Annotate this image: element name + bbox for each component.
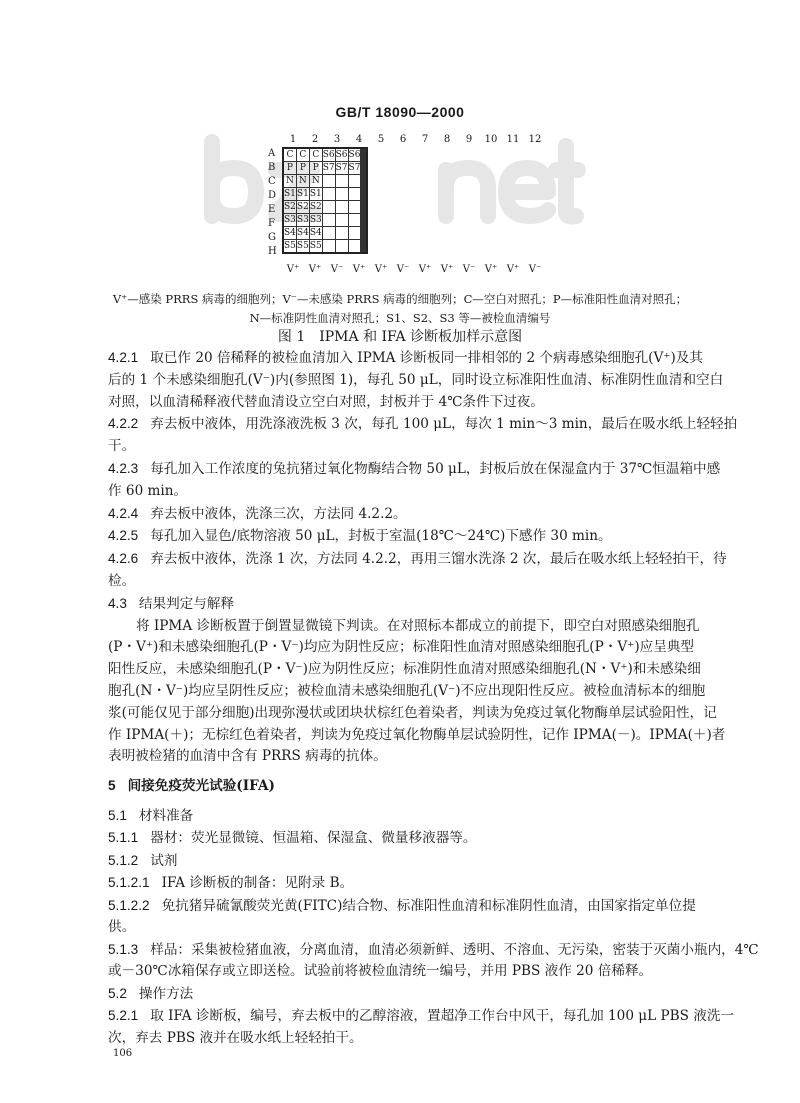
text-line bbox=[108, 593, 692, 616]
clause-number: 5.1 bbox=[108, 807, 127, 823]
clause-number: 5.2.1 bbox=[108, 1008, 139, 1024]
row-labels bbox=[268, 147, 277, 259]
plate-row bbox=[283, 214, 367, 227]
column-number: 2 bbox=[311, 134, 319, 145]
plate-well: S1 bbox=[309, 189, 322, 199]
clause-text: 器材：荧光显微镜、恒温箱、保湿盒、微量移液器等。 bbox=[150, 830, 477, 847]
plate-row bbox=[283, 201, 367, 214]
column-number: 6 bbox=[399, 134, 407, 145]
section-4-2-paragraphs bbox=[108, 347, 738, 616]
clause-text: 检。 bbox=[108, 572, 136, 589]
plate-well bbox=[366, 148, 368, 162]
clause-text: 操作方法 bbox=[138, 985, 194, 1002]
column-number: 5 bbox=[377, 134, 385, 145]
text-line bbox=[108, 347, 703, 370]
text-line bbox=[108, 436, 692, 458]
clause-text: 弃去板中液体，洗涤 1 次，方法同 4.2.2，再用三馏水洗涤 2 次，最后在吸水纸上轻轻拍干，待 bbox=[150, 551, 727, 568]
text-line bbox=[108, 481, 692, 503]
clause-number: 4.2.3 bbox=[108, 460, 139, 476]
clause-text: 材料准备 bbox=[138, 807, 194, 824]
clause-text: 每孔加入工作浓度的兔抗猪过氧化物酶结合物 50 μL，封板后放在保湿盒内于 37℃恒温箱中感 bbox=[150, 460, 721, 477]
clause-text: 结果判定与解释 bbox=[138, 595, 235, 612]
text-line bbox=[108, 370, 724, 392]
plate-well bbox=[322, 188, 335, 201]
watermark-glyph bbox=[212, 142, 256, 216]
plate-well: S4 bbox=[296, 228, 309, 238]
plate-well: S3 bbox=[296, 215, 309, 225]
plate-row bbox=[283, 188, 367, 201]
plate-well bbox=[335, 175, 348, 188]
plate-well bbox=[348, 201, 361, 214]
plate-well: S2 bbox=[296, 202, 309, 212]
plate-well bbox=[322, 214, 335, 227]
watermark-glyph bbox=[446, 168, 488, 216]
column-number: 7 bbox=[421, 134, 429, 145]
plate-row bbox=[283, 227, 367, 240]
column-numbers bbox=[282, 134, 546, 146]
plate-well bbox=[322, 201, 335, 214]
plate-row bbox=[283, 162, 367, 175]
plate-row bbox=[283, 240, 367, 254]
watermark-logo bbox=[200, 136, 580, 226]
clause-text: 取已作 20 倍稀释的被检血清加入 IPMA 诊断板同一排相邻的 2 个病毒感染细胞孔(V⁺)及其 bbox=[150, 350, 703, 366]
row-label: E bbox=[268, 204, 276, 215]
text-line bbox=[108, 571, 692, 593]
document-body bbox=[108, 347, 759, 1049]
virus-label: V⁺ bbox=[374, 264, 388, 275]
figure-legend-1: V⁺—感染 PRRS 病毒的细胞列；V⁻—未感染 PRRS 病毒的细胞列；C—空白对照孔；P—标准阳性血清对照孔； bbox=[112, 292, 688, 306]
text-line bbox=[108, 872, 692, 895]
virus-label: V⁻ bbox=[330, 264, 344, 275]
text-line bbox=[108, 917, 692, 939]
row-label: F bbox=[268, 218, 275, 229]
clause-number: 4.2.4 bbox=[108, 505, 139, 521]
clause-number: 4.3 bbox=[108, 595, 127, 611]
section-5-paragraphs bbox=[108, 805, 759, 1050]
column-number: 4 bbox=[355, 134, 363, 145]
plate-well bbox=[335, 240, 348, 254]
clause-text: 供。 bbox=[108, 919, 136, 936]
plate-well: P bbox=[296, 162, 309, 175]
clause-text: 后的 1 个未感染细胞孔(V⁻)内(参照图 1)，每孔 50 μL，同时设立标准阳性血清、标准阴性血清和空白 bbox=[108, 371, 724, 388]
text-line bbox=[108, 413, 738, 436]
plate-well: S3 bbox=[309, 215, 322, 225]
text-line: (P・V⁺)和未感染细胞孔(P・V⁻)均应为阴性反应；标准阳性血清对照感染细胞孔(P・V⁺)应呈典型 bbox=[108, 639, 695, 656]
text-line: 将 IPMA 诊断板置于倒置显微镜下判读。在对照标本都成立的前提下，即空白对照感染细胞孔 bbox=[136, 617, 700, 634]
plate-well bbox=[335, 214, 348, 227]
column-number: 1 bbox=[289, 134, 297, 145]
text-line: 表明被检猪的血清中含有 PRRS 病毒的抗体。 bbox=[108, 748, 387, 765]
plate-well: S7 bbox=[335, 163, 348, 173]
row-label: D bbox=[268, 190, 277, 201]
text-line: 阳性反应，未感染细胞孔(P・V⁻)应为阴性反应；标准阴性血清对照感染细胞孔(N・V⁺)和未感染细 bbox=[108, 661, 701, 678]
clause-text: IFA 诊断板的制备：见附录 B。 bbox=[161, 875, 354, 892]
virus-label: V⁺ bbox=[308, 264, 322, 275]
clause-number: 4.2.6 bbox=[108, 551, 139, 567]
text-line bbox=[108, 827, 692, 850]
standard-header: GB/T 18090—2000 bbox=[335, 104, 465, 120]
result-paragraph bbox=[108, 616, 726, 769]
text-line bbox=[108, 805, 692, 828]
clause-text: 免抗猪异硫氰酸荧光黄(FITC)结合物、标准阳性血清和标准阴性血清，由国家指定单位提 bbox=[161, 897, 696, 914]
plate-well: C bbox=[283, 148, 296, 162]
clause-text: 每孔加入显色/底物溶液 50 μL，封板于室温(18℃～24℃)下感作 30 min。 bbox=[150, 528, 612, 545]
plate-well bbox=[348, 214, 361, 227]
text-line bbox=[108, 983, 692, 1006]
plate-well: N bbox=[309, 175, 322, 188]
plate-grid bbox=[282, 147, 368, 254]
text-line bbox=[108, 1028, 692, 1050]
plate-well: S4 bbox=[284, 228, 296, 238]
plate-well bbox=[348, 240, 361, 254]
column-number: 11 bbox=[506, 134, 520, 145]
watermark-glyph bbox=[506, 168, 548, 216]
plate-well: C bbox=[309, 148, 322, 162]
clause-text: 取 IFA 诊断板，编号，弃去板中的乙醇溶液，置超净工作台中风干，每孔加 100 μL PBS 液洗一 bbox=[150, 1008, 735, 1025]
clause-number: 4.2.5 bbox=[108, 528, 139, 544]
row-label: B bbox=[268, 162, 276, 173]
plate-well: S4 bbox=[309, 228, 322, 238]
text-line bbox=[108, 939, 759, 962]
column-number: 12 bbox=[528, 134, 542, 145]
virus-label: V⁺ bbox=[484, 264, 498, 275]
clause-text: 作 60 min。 bbox=[108, 482, 188, 499]
plate-well bbox=[322, 175, 335, 188]
text-line bbox=[108, 503, 692, 526]
clause-number: 4.2.1 bbox=[108, 350, 139, 365]
text-line: 浆(可能仅见于部分细胞)出现弥漫状或团块状棕红色着染者，判读为免疫过氧化物酶单层试验阳性，记 bbox=[108, 704, 717, 721]
virus-label: V⁻ bbox=[528, 264, 542, 275]
plate-well: S6 bbox=[348, 150, 361, 160]
text-line bbox=[108, 850, 692, 873]
clause-text: 对照，以血清稀释液代替血清设立空白对照，封板并于 4℃条件下过夜。 bbox=[108, 393, 544, 410]
clause-text: 或－30℃冰箱保存或立即送检。试验前将被检血清统一编号，并用 PBS 液作 20 倍稀释。 bbox=[108, 963, 653, 980]
clause-text: 弃去板中液体，洗涤三次，方法同 4.2.2。 bbox=[150, 505, 407, 522]
clause-number: 4.2.2 bbox=[108, 416, 139, 432]
virus-label: V⁺ bbox=[286, 264, 300, 275]
plate-well: P bbox=[309, 162, 322, 175]
plate-well: S7 bbox=[348, 163, 361, 173]
text-line bbox=[108, 458, 721, 481]
clause-number: 5.1.2 bbox=[108, 852, 139, 868]
plate-well bbox=[366, 162, 368, 175]
plate-row bbox=[283, 148, 367, 162]
virus-label: V⁻ bbox=[396, 264, 410, 275]
plate-well bbox=[335, 227, 348, 240]
column-virus-labels bbox=[282, 264, 546, 276]
virus-label: V⁻ bbox=[462, 264, 476, 275]
clause-text: 试剂 bbox=[150, 852, 178, 869]
clause-text: 弃去板中液体，用洗涤液洗板 3 次，每孔 100 μL，每次 1 min～3 min，最后在吸水纸上轻轻拍 bbox=[150, 416, 738, 433]
plate-well bbox=[366, 214, 368, 227]
column-number: 8 bbox=[443, 134, 451, 145]
row-label: C bbox=[268, 176, 276, 187]
plate-well: S1 bbox=[284, 189, 296, 199]
row-label: G bbox=[268, 232, 276, 243]
plate-well: S6 bbox=[335, 150, 348, 160]
plate-well: S1 bbox=[296, 189, 309, 199]
plate-well bbox=[366, 227, 368, 240]
plate-well: S2 bbox=[284, 202, 296, 212]
plate-well bbox=[366, 201, 368, 214]
virus-label: V⁺ bbox=[506, 264, 520, 275]
page-number: 106 bbox=[113, 1048, 133, 1059]
clause-number: 5.1.3 bbox=[108, 941, 139, 957]
text-line bbox=[108, 525, 692, 548]
clause-text: 次，弃去 PBS 液并在吸水纸上轻轻拍干。 bbox=[108, 1029, 363, 1046]
clause-text: 样品：采集被检猪血液，分离血清，血清必须新鲜、透明、不溶血、无污染，密装于灭菌小瓶内，4℃ bbox=[150, 941, 759, 958]
figure-title: 图 1 IPMA 和 IFA 诊断板加样示意图 bbox=[277, 329, 523, 345]
plate-well: S3 bbox=[284, 215, 296, 225]
text-line bbox=[108, 895, 696, 918]
clause-number: 5.1.2.1 bbox=[108, 875, 150, 891]
watermark-glyph bbox=[556, 146, 578, 217]
text-line bbox=[108, 1005, 735, 1028]
plate-well bbox=[348, 175, 361, 188]
plate-well bbox=[366, 188, 368, 201]
figure-legend-2: N—标准阴性血清对照孔；S1、S2、S3 等—被检血清编号 bbox=[249, 311, 551, 325]
virus-label: V⁺ bbox=[440, 264, 454, 275]
plate-well bbox=[348, 227, 361, 240]
plate-well bbox=[366, 175, 368, 188]
clause-number: 5.1.1 bbox=[108, 830, 139, 846]
plate-well: N bbox=[296, 175, 309, 188]
plate-well bbox=[335, 201, 348, 214]
text-line: 作 IPMA(＋)；无棕红色着染者，判读为免疫过氧化物酶单层试验阴性，记作 IPMA(－)。IPMA(＋)者 bbox=[108, 726, 726, 743]
plate-well: S6 bbox=[322, 150, 335, 160]
plate-well bbox=[366, 240, 368, 254]
plate-well: N bbox=[283, 175, 296, 188]
plate-well bbox=[322, 227, 335, 240]
text-line bbox=[108, 961, 692, 983]
plate-well: S5 bbox=[296, 241, 309, 251]
clause-number: 5.2 bbox=[108, 985, 127, 1001]
text-line bbox=[108, 548, 727, 571]
text-line: 胞孔(N・V⁻)均应呈阴性反应；被检血清未感染细胞孔(V⁻)不应出现阳性反应。被检血清标本的细胞 bbox=[108, 682, 706, 699]
plate-well bbox=[335, 188, 348, 201]
clause-text: 干。 bbox=[108, 438, 136, 455]
plate-well: P bbox=[283, 162, 296, 175]
plate-well: S7 bbox=[322, 163, 335, 173]
section-5-heading: 5 间接免疫荧光试验(IFA) bbox=[108, 778, 275, 795]
plate-well bbox=[348, 188, 361, 201]
plate-well: C bbox=[296, 148, 309, 162]
clause-number: 5.1.2.2 bbox=[108, 897, 150, 913]
plate-well: S5 bbox=[309, 241, 322, 251]
plate-row bbox=[283, 175, 367, 188]
text-line bbox=[108, 392, 692, 414]
column-number: 3 bbox=[333, 134, 341, 145]
plate-well bbox=[322, 240, 335, 254]
column-number: 9 bbox=[465, 134, 473, 145]
column-number: 10 bbox=[484, 134, 498, 145]
virus-label: V⁺ bbox=[352, 264, 366, 275]
row-label: A bbox=[268, 148, 276, 159]
row-label: H bbox=[268, 246, 277, 257]
plate-well: S2 bbox=[309, 202, 322, 212]
plate-well: S5 bbox=[284, 241, 296, 251]
virus-label: V⁺ bbox=[418, 264, 432, 275]
